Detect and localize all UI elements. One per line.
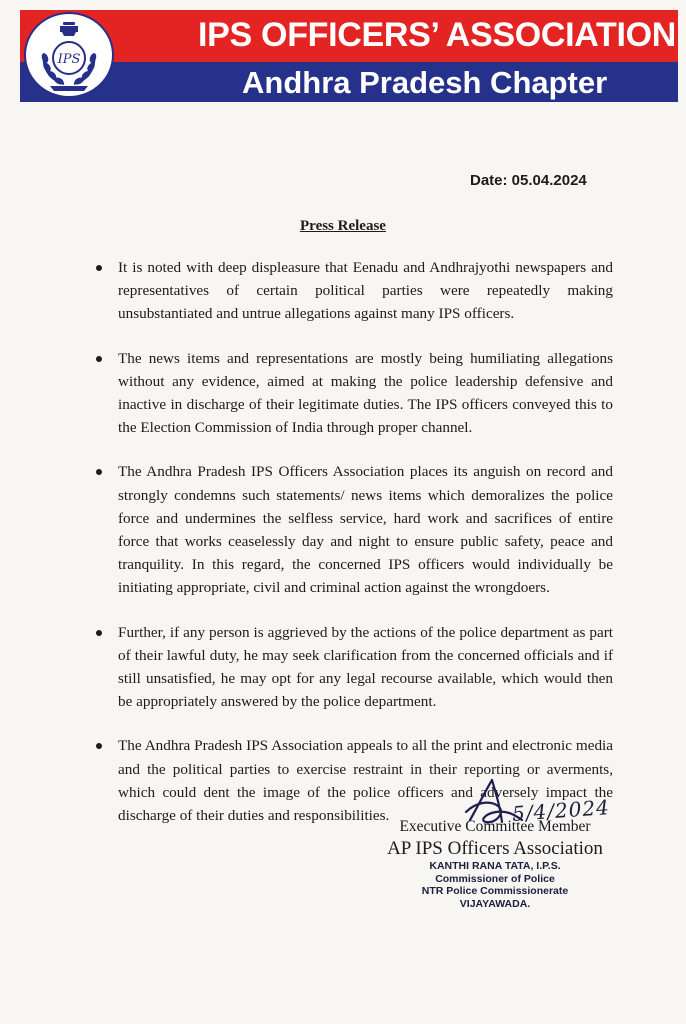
stamp-city: VIJAYAWADA. <box>459 897 531 910</box>
list-item <box>118 256 613 326</box>
bullet-text: The news items and representations are mostly being humiliating allegations without any evidence, aimed at making the police leadership defensive and inactive in discharge of their legitimate duties. The IPS officers conveyed this to the Election Commission of India through proper channel. <box>118 349 613 437</box>
signatory-organization: AP IPS Officers Association <box>387 838 603 859</box>
stamp-name: KANTHI RANA TATA, I.P.S. <box>429 860 561 872</box>
stamp-office: NTR Police Commissionerate <box>421 885 569 897</box>
bullet-text: The Andhra Pradesh IPS Officers Association places its anguish on record and strongly condemns such statements/ news items which demoralizes the police force and undermines the selfless service, hard work and sacrifices of entire force that works ceaselessly day and night to ensure public safety, peace and tranquility. In this regard, the concerned IPS officers would individually be initiating appropriate, civil and criminal action against the wrongdoers. <box>118 463 613 597</box>
list-item <box>118 621 613 714</box>
bullet-icon <box>96 469 102 475</box>
bullet-icon <box>96 356 102 362</box>
bullet-text: It is noted with deep displeasure that Eenadu and Andhrajyothi newspapers and representatives of certain political parties were repeatedly making unsubstantiated and untrue allegations against many IPS officers. <box>118 259 613 323</box>
ips-emblem-logo <box>24 12 114 98</box>
list-item <box>118 460 613 599</box>
press-release-heading: Press Release <box>300 218 386 234</box>
list-item <box>118 347 613 440</box>
bullet-icon <box>96 743 102 749</box>
press-release-points <box>118 256 613 848</box>
stamp-title: Commissioner of Police <box>435 872 555 885</box>
bullet-text: Further, if any person is aggrieved by the actions of the police department as part of their lawful duty, he may seek clarification from the concerned officials and if still unsatisfied, he may opt for any legal recourse available, which would then be appropriately answered by the police department. <box>118 623 613 711</box>
chapter-subtitle: Andhra Pradesh Chapter <box>242 65 608 100</box>
logo-monogram: IPS <box>57 52 81 67</box>
bullet-icon <box>96 630 102 636</box>
association-title: IPS OFFICERS’ ASSOCIATION <box>198 16 676 54</box>
letterhead-banner <box>20 10 678 102</box>
official-stamp <box>400 860 590 910</box>
signature-date: 5/4/2024 <box>511 795 611 826</box>
bullet-icon <box>96 265 102 271</box>
document-date: Date: 05.04.2024 <box>470 172 587 189</box>
signatory-designation: Executive Committee Member <box>399 818 591 835</box>
bullet-text: The Andhra Pradesh IPS Association appeals to all the print and electronic media and the political parties to exercise restraint in their reporting or averments, which could dent the image of the police officers and adversely impact the discharge of their duties and responsibilities. <box>118 737 613 825</box>
